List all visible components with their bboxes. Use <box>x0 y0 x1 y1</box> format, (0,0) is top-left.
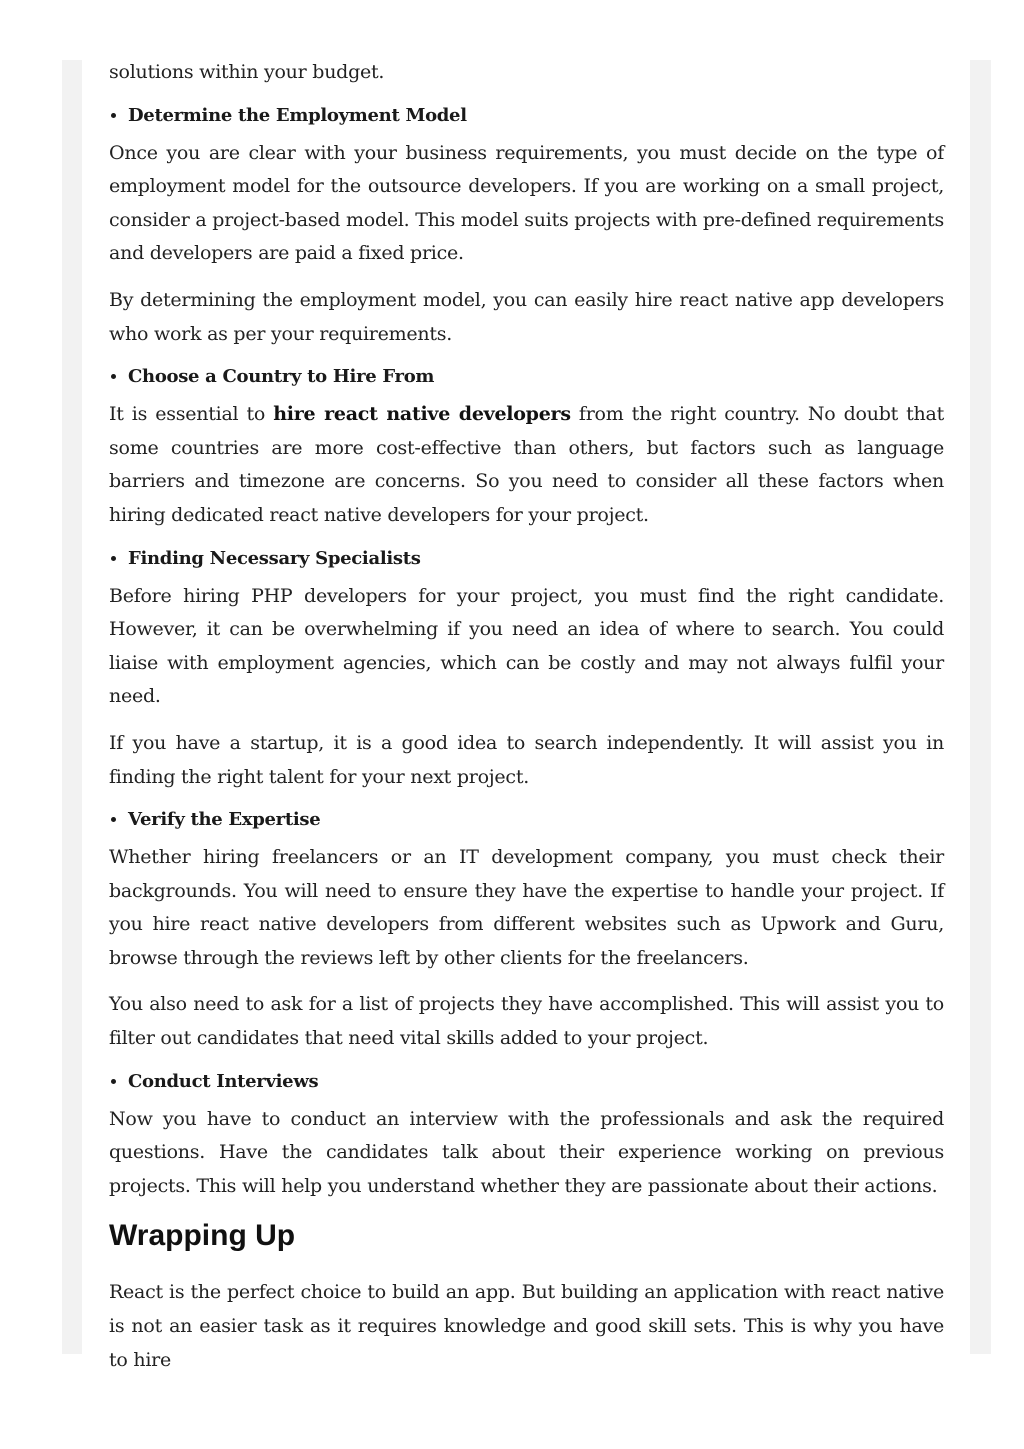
bullet-heading-specialists: • Finding Necessary Specialists <box>128 546 944 572</box>
bullet-heading-choose-country: • Choose a Country to Hire From <box>128 364 944 390</box>
bullet-list <box>109 103 944 129</box>
article-body <box>109 56 944 1390</box>
paragraph: Before hiring PHP developers for your project, you must find the right candidate. However, it can be overwhelming if you need an idea of where to search. You could liaise with employment agencies, which can be costly and may not always fulfil your need. <box>109 584 944 708</box>
paragraph: React is the perfect choice to build an app. But building an application with react native is not an easier task as it requires knowledge and good skill sets. This is why you have to hire <box>109 1281 944 1371</box>
bullet-list <box>109 1069 944 1095</box>
bullet-list <box>109 364 944 390</box>
paragraph: Whether hiring freelancers or an IT development company, you must check their backgrounds. You will need to ensure they have the expertise to handle your project. If you hire react native developers from different websites such as Upwork and Guru, browse through the reviews left by other clients for the freelancers. <box>109 846 944 969</box>
paragraph: Once you are clear with your business requirements, you must decide on the type of employment model for the outsource developers. If you are working on a small project, consider a project-based model. This model suits projects with pre-defined requirements and developers are paid a fixed price. <box>109 141 945 265</box>
text-run: from the right country. No doubt that some countries are more cost-effective than others, but factors such as language barriers and timezone are concerns. So you need to consider all these factors when hiring dedicated react native developers for your project. <box>109 403 944 526</box>
bullet-heading-conduct-interviews: • Conduct Interviews <box>128 1069 944 1095</box>
paragraph: You also need to ask for a list of projects they have accomplished. This will assist you to filter out candidates that need vital skills added to your project. <box>109 993 944 1050</box>
bullet-list <box>109 546 944 572</box>
paragraph: If you have a startup, it is a good idea to search independently. It will assist you in finding the right talent for your next project. <box>109 731 944 788</box>
text-run: It is essential to <box>109 403 274 426</box>
hire-react-native-developers-link[interactable]: hire react native developers <box>273 403 571 426</box>
bullet-list <box>109 807 944 833</box>
bullet-heading-verify-expertise: • Verify the Expertise <box>128 807 944 833</box>
paragraph: Now you have to conduct an interview with the professionals and ask the required questions. Have the candidates talk about their experience working on previous projects. This will help you understand whether they are passionate about their actions. <box>109 1107 944 1197</box>
page-left-rail <box>62 60 82 1354</box>
section-heading-wrapping-up: Wrapping Up <box>109 1219 296 1253</box>
bullet-heading-employment-model: • Determine the Employment Model <box>128 103 944 129</box>
page-right-scrollbar-track[interactable] <box>970 60 991 1354</box>
paragraph: By determining the employment model, you can easily hire react native app developers who work as per your requirements. <box>109 288 944 345</box>
paragraph: solutions within your budget. <box>109 61 385 83</box>
paragraph <box>109 398 944 532</box>
